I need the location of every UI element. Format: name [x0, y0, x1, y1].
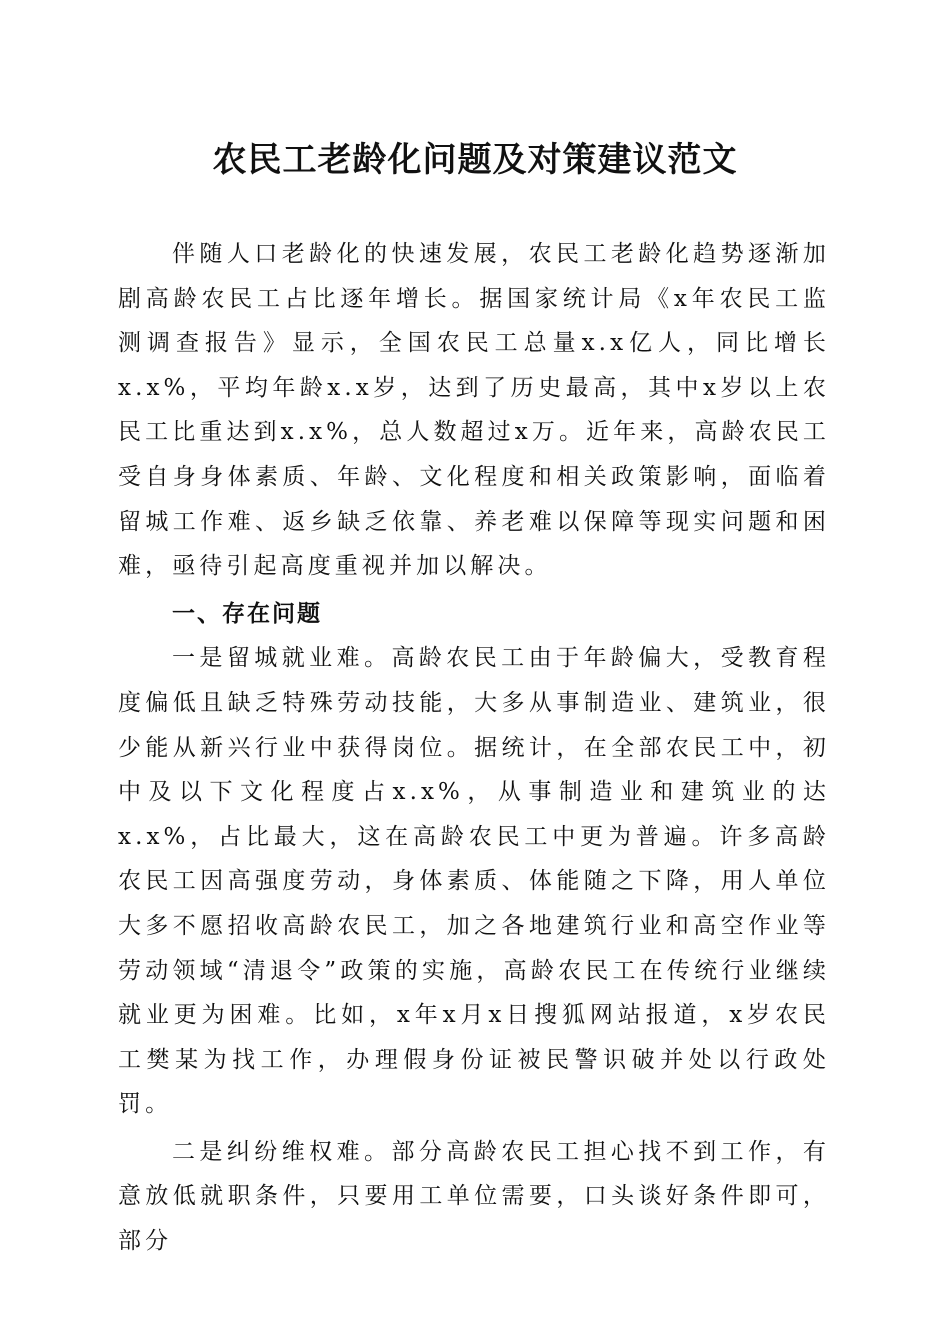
- issue-paragraph-employment: [118, 636, 830, 1127]
- document-title: 农民工老龄化问题及对策建议范文: [212, 140, 738, 180]
- issue-lead-employment: 一是留城就业难。: [172, 645, 392, 672]
- issue-text-employment: 高龄农民工由于年龄偏大，受教育程度偏低且缺乏特殊劳动技能，大多从事制造业、建筑业，很少能从新兴行业中获得岗位。据统计，在全部农民工中，初中及以下文化程度占x.x%，从事制造业和建筑业的达x.x%，占比最大，这在高龄农民工中更为普遍。许多高龄农民工因高强度劳动，身体素质、体能随之下降，用人单位大多不愿招收高龄农民工，加之各地建筑行业和高空作业等劳动领域“清退令”政策的实施，高龄农民工在传统行业继续就业更为困难。比如，x年x月x日搜狐网站报道，x岁农民工樊某为找工作，办理假身份证被民警识破并处以行政处罚。: [118, 645, 830, 1118]
- intro-paragraph: 伴随人口老龄化的快速发展，农民工老龄化趋势逐渐加剧高龄农民工占比逐年增长。据国家统计局《x年农民工监测调查报告》显示，全国农民工总量x.x亿人，同比增长x.x%，平均年龄x.x岁，达到了历史最高，其中x岁以上农民工比重达到x.x%，总人数超过x万。近年来，高龄农民工受自身身体素质、年龄、文化程度和相关政策影响，面临着留城工作难、返乡缺乏依靠、养老难以保障等现实问题和困难，亟待引起高度重视并加以解决。: [118, 241, 830, 580]
- issue-paragraph-rights: [118, 1130, 830, 1264]
- issue-lead-rights: 二是纠纷维权难。: [172, 1138, 392, 1165]
- section-heading-problems: 一、存在问题: [172, 600, 322, 627]
- document-body: [118, 232, 830, 1264]
- issue-text-rights: 部分高龄农民工担心找不到工作，有意放低就职条件，只要用工单位需要，口头谈好条件即可，部分: [118, 1138, 830, 1255]
